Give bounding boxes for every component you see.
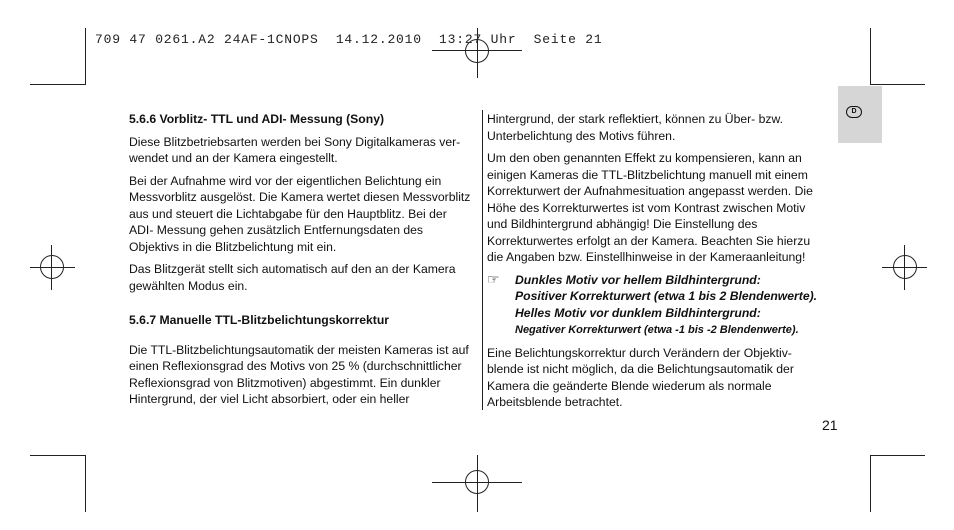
pointing-hand-icon: ☞ — [487, 270, 500, 287]
paragraph: Die TTL-Blitzbelichtungsautomatik der meisten Kameras ist auf einen Reflexionsgrad des Motivs von 25 % (durchschnittlicher Reflexionsgrad von Blitzmotiven) abgestimmt. Ein dunkler Hintergrund, der viel Licht absorbiert, oder ein heller — [129, 342, 469, 406]
column-divider — [482, 110, 483, 410]
left-column — [129, 111, 477, 408]
crop-mark — [870, 28, 871, 85]
paragraph: Hintergrund, der stark reflektiert, können zu Über- bzw. Unterbelichtung des Motivs führen. — [487, 112, 784, 143]
paragraph: Bei der Aufnahme wird vor der eigentlichen Belichtung ein Messvorblitz ausgelöst. Die Kamera wertet diesen Messvorblitz aus und steuert die Lichtabgabe für den Hauptblitz. Bei der ADI- Messung gehen zusätzlich Entfernungsdaten des Objektivs in die Blitzbelichtung mit ein. — [129, 173, 471, 254]
crop-mark — [85, 28, 86, 85]
right-column — [487, 111, 833, 411]
print-header: 709 47 0261.A2 24AF-1CNOPS 14.12.2010 13:27 Uhr Seite 21 — [95, 32, 603, 47]
crop-mark — [870, 455, 871, 512]
section-heading: 5.6.7 Manuelle TTL-Blitzbelichtungskorrektur — [129, 313, 390, 327]
language-badge: D — [846, 106, 862, 118]
hint-note: ☞ Dunkles Motiv vor hellem Bildhintergrund: Positiver Korrekturwert (etwa 1 bis 2 Blendenwerte). Helles Motiv vor dunklem Bildhintergrund: Negativer Korrekturwert (etwa -1 bis -2 Blendenwerte). — [487, 270, 818, 336]
paragraph: Um den oben genannten Effekt zu kompensieren, kann an einigen Kameras die TTL-Blitzbelichtung manuell mit einem Korrekturwert der Aufnahmesituation angepasst werden. Die Höhe des Korrekturwertes ist vom Kontrast zwischen Motiv und Bildhintergrund abhängig! Die Einstellung des Korrekturwertes erfolgt an der Kamera. Beachten Sie hierzu die Angaben bzw. Einstellhinweise in der Kameraanleitung! — [487, 151, 813, 264]
page-number: 21 — [822, 417, 838, 433]
paragraph: Eine Belichtungskorrektur durch Verändern der Objektiv- blende ist nicht möglich, da die Belichtungsautomatik der Kamera die geänderte Blende wiederum als normale Arbeitsblende betrachtet. — [487, 345, 794, 409]
paragraph: Das Blitzgerät stellt sich automatisch auf den an der Kamera gewählten Modus ein. — [129, 262, 456, 293]
crop-mark — [85, 455, 86, 512]
paragraph: Diese Blitzbetriebsarten werden bei Sony Digitalkameras ver- wendet und an der Kamera eingestellt. — [129, 134, 461, 165]
crop-mark — [870, 84, 925, 85]
crop-mark — [870, 455, 925, 456]
crop-mark — [30, 455, 85, 456]
crop-mark — [30, 84, 85, 85]
section-heading: 5.6.6 Vorblitz- TTL und ADI- Messung (Sony) — [129, 112, 385, 126]
